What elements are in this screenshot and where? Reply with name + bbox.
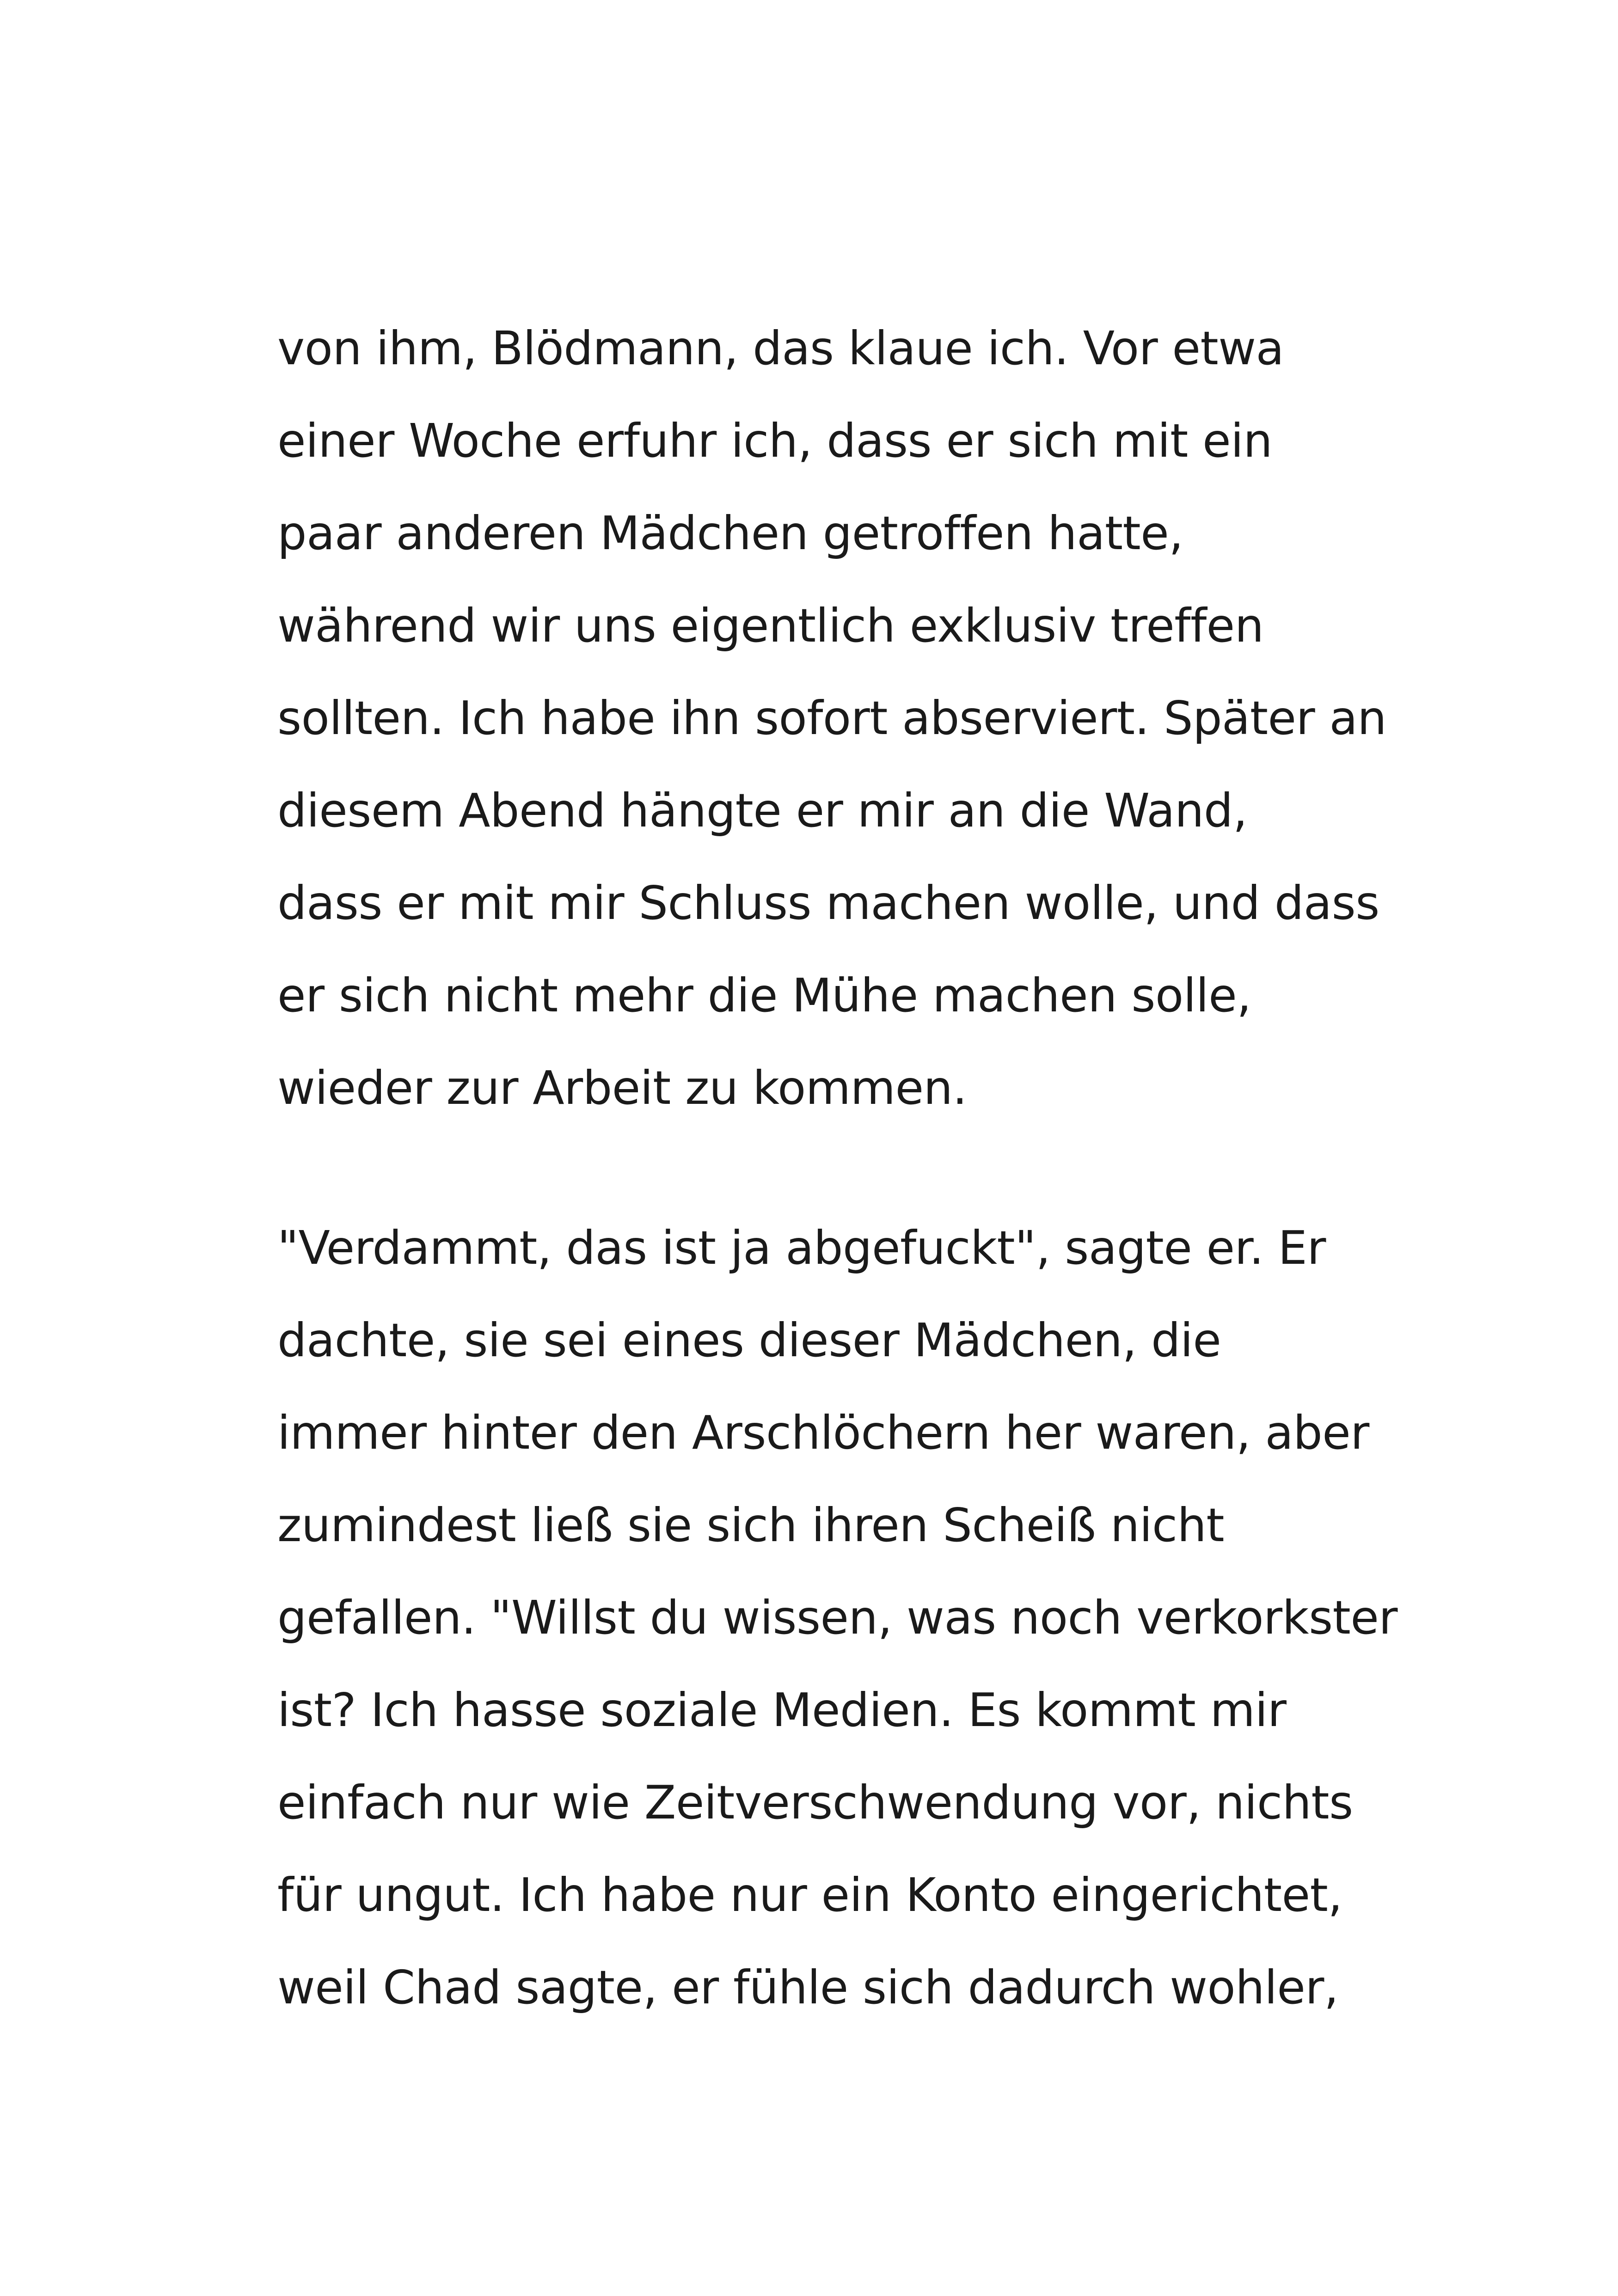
text-line: wieder zur Arbeit zu kommen. — [277, 1061, 967, 1115]
text-line: weil Chad sagte, er fühle sich dadurch wohler, — [277, 1960, 1339, 2014]
text-line: paar anderen Mädchen getroffen hatte, — [277, 506, 1183, 560]
text-line: diesem Abend hängte er mir an die Wand, — [277, 784, 1248, 838]
text-line: immer hinter den Arschlöchern her waren, aber — [277, 1406, 1369, 1460]
text-line: er sich nicht mehr die Mühe machen solle, — [277, 968, 1251, 1022]
text-line: ist? Ich hasse soziale Medien. Es kommt mir — [277, 1683, 1287, 1737]
text-line: für ungut. Ich habe nur ein Konto eingerichtet, — [277, 1868, 1342, 1922]
text-line: "Verdammt, das ist ja abgefuckt", sagte er. Er — [277, 1221, 1326, 1275]
text-line: einer Woche erfuhr ich, dass er sich mit ein — [277, 414, 1273, 468]
text-line: sollten. Ich habe ihn sofort abserviert. Später an — [277, 691, 1387, 745]
text-line: von ihm, Blödmann, das klaue ich. Vor etwa — [277, 321, 1284, 375]
text-line: zumindest ließ sie sich ihren Scheiß nicht — [277, 1498, 1225, 1552]
text-line: dass er mit mir Schluss machen wolle, und dass — [277, 876, 1379, 930]
text-line: während wir uns eigentlich exklusiv treffen — [277, 599, 1264, 653]
text-line: gefallen. "Willst du wissen, was noch verkorkster — [277, 1591, 1398, 1645]
text-line: einfach nur wie Zeitverschwendung vor, nichts — [277, 1776, 1353, 1830]
text-line: dachte, sie sei eines dieser Mädchen, die — [277, 1313, 1221, 1367]
